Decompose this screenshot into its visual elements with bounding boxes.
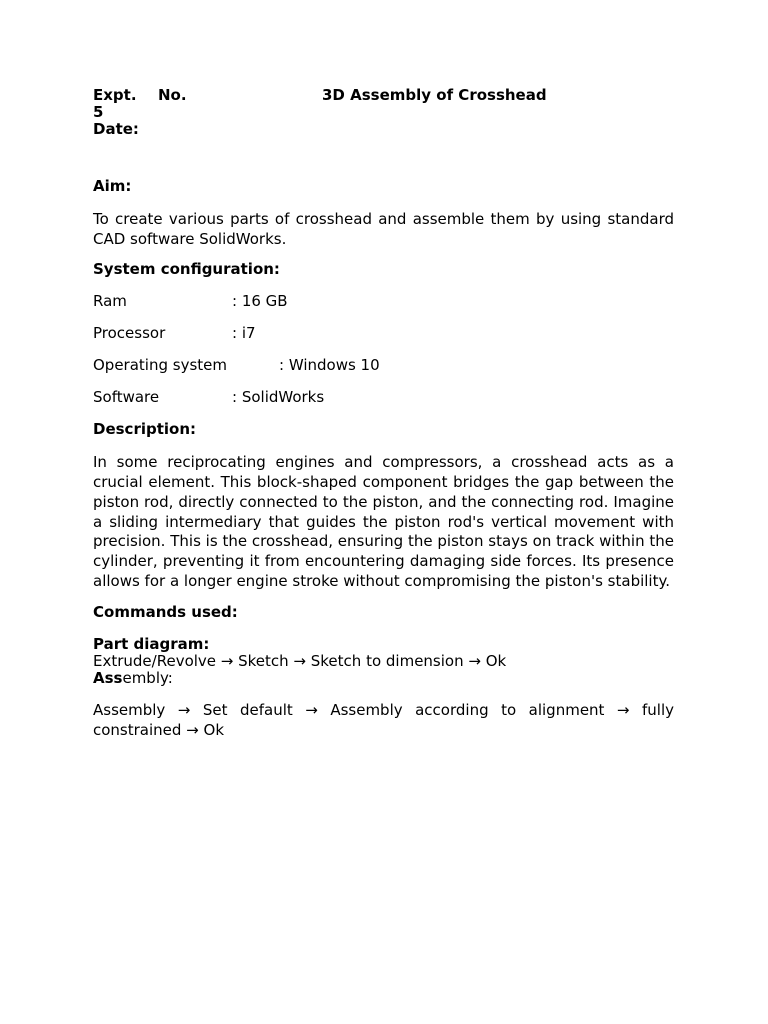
config-label: Operating system: [93, 356, 227, 375]
config-row-processor: [93, 325, 674, 342]
part-diagram-heading: Part diagram:: [93, 635, 210, 654]
experiment-header: [93, 87, 674, 140]
part-diagram-steps: Extrude/Revolve → Sketch → Sketch to dimension → Ok: [93, 652, 507, 671]
commands-heading: Commands used:: [93, 603, 238, 622]
no-label: No.: [158, 86, 187, 104]
config-row-ram: [93, 293, 674, 310]
description-heading: Description:: [93, 420, 197, 439]
config-value: : 16 GB: [232, 292, 288, 311]
assembly-steps: Assembly → Set default → Assembly according to alignment → fully constrained → Ok: [93, 701, 674, 740]
config-label: Ram: [93, 292, 127, 311]
description-text: In some reciprocating engines and compressors, a crosshead acts as a crucial element. This block-shaped component bridges the gap between the piston rod, directly connected to the piston, and the connecting rod. Imagine a sliding intermediary that guides the piston rod's vertical movement with precision. This is the crosshead, ensuring the piston stays on track within the cylinder, preventing it from encountering damaging side forces. Its presence allows for a longer engine stroke without compromising the piston's stability.: [93, 453, 674, 590]
date-label: Date:: [93, 120, 139, 138]
assembly-heading-rest: embly:: [122, 669, 173, 688]
aim-text: To create various parts of crosshead and assemble them by using standard CAD software SolidWorks.: [93, 210, 674, 248]
assembly-heading: [93, 670, 674, 687]
config-row-software: [93, 389, 674, 406]
config-value: : SolidWorks: [232, 388, 325, 407]
config-value: : i7: [232, 324, 256, 343]
system-config-heading: System configuration:: [93, 260, 280, 279]
assembly-heading-bold: Ass: [93, 669, 123, 688]
experiment-number: 5: [93, 103, 104, 121]
config-label: Software: [93, 388, 160, 407]
document-body: [93, 87, 674, 741]
config-value: : Windows 10: [279, 356, 380, 375]
document-title: 3D Assembly of Crosshead: [322, 86, 547, 104]
config-label: Processor: [93, 324, 166, 343]
config-row-operating-system: [93, 357, 674, 374]
aim-heading: Aim:: [93, 177, 132, 195]
expt-label: Expt.: [93, 86, 137, 104]
